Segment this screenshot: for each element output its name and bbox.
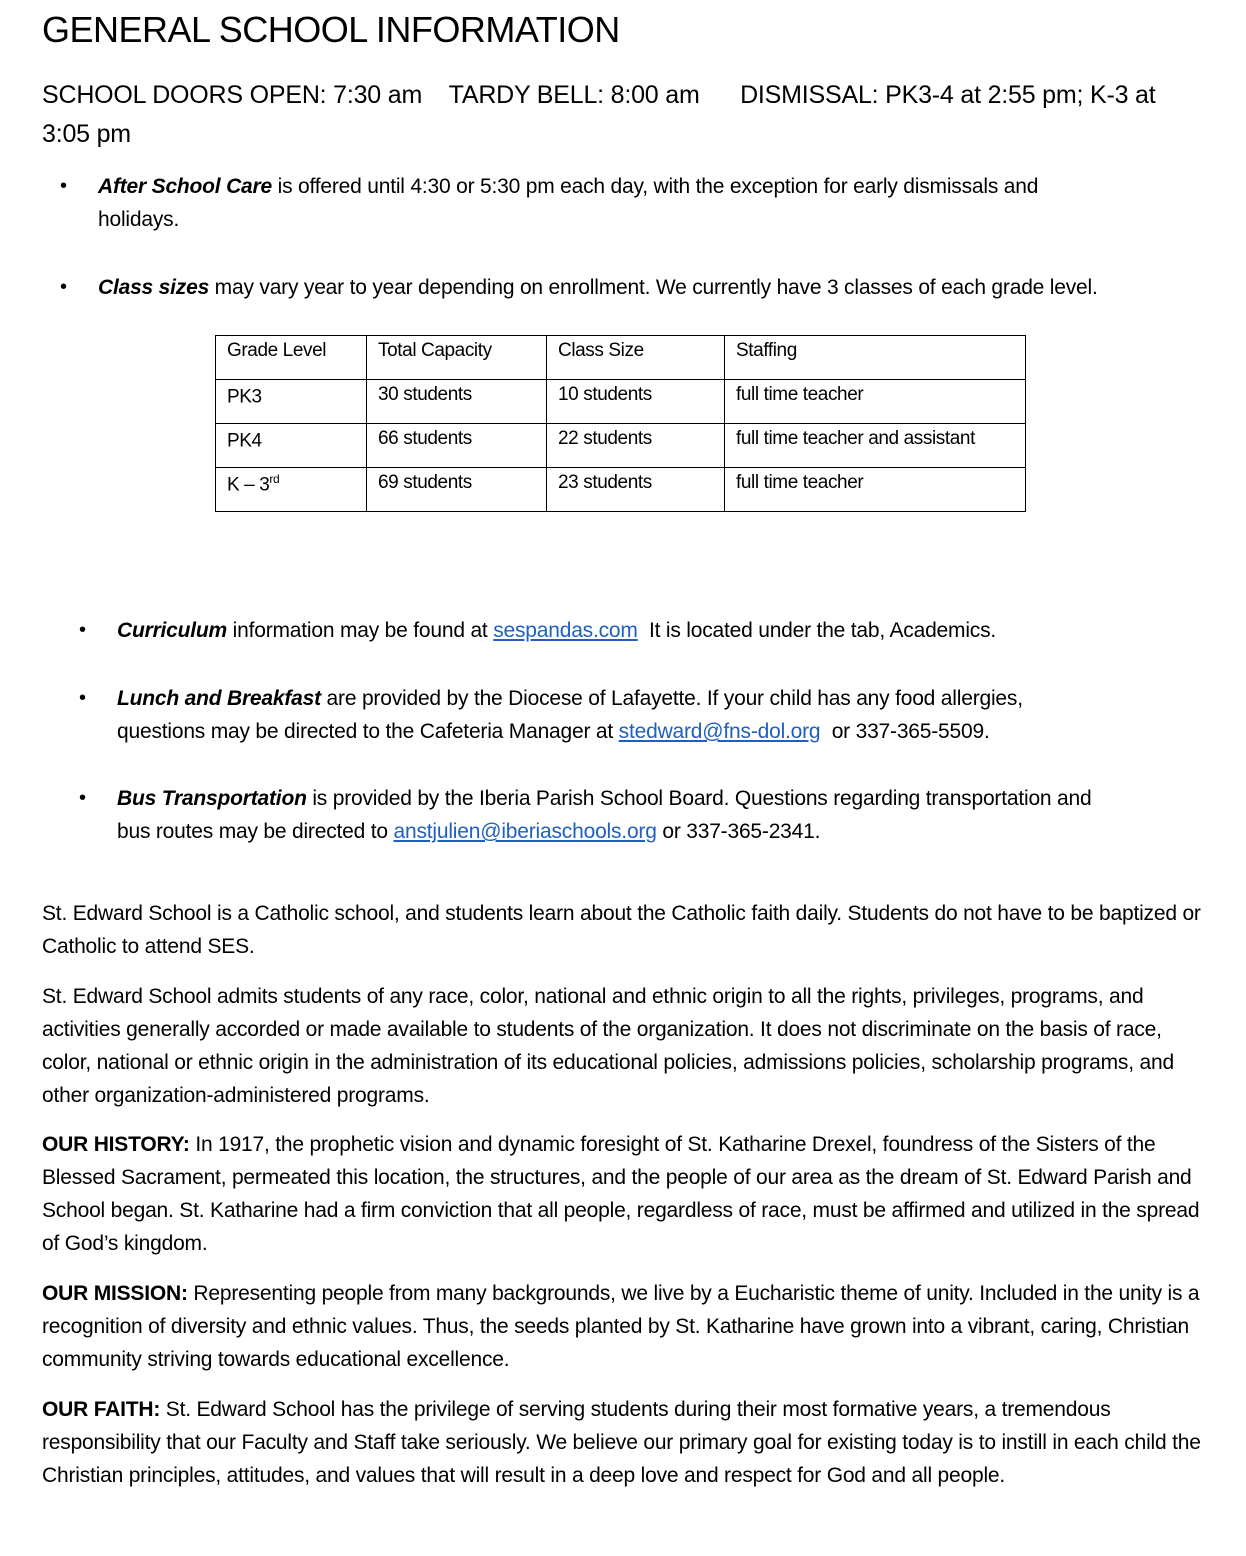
bullet-class-sizes: • Class sizes may vary year to year depending on enrollment. We currently have 3 classes of each grade level. bbox=[98, 271, 1218, 304]
bullet-after-school-care: • After School Care is offered until 4:30 or 5:30 pm each day, with the exception for early dismissals and holidays. bbox=[98, 170, 1208, 236]
table-row bbox=[216, 424, 1026, 468]
curriculum-website-link[interactable]: sespandas.com bbox=[493, 619, 638, 642]
table-header-cell: Total Capacity bbox=[367, 336, 547, 380]
grade-cell: PK3 bbox=[216, 380, 367, 424]
tardy-bell-time: TARDY BELL: 8:00 am bbox=[448, 81, 700, 109]
staffing-cell: full time teacher bbox=[725, 468, 1026, 512]
paragraph-our-faith: OUR FAITH: St. Edward School has the privilege of serving students during their most formative years, a tremendous responsibility that our Faculty and Staff take seriously. We believe our primary goal for existing today is to instill in each child the Christian principles, attitudes, and values that will result in a deep love and respect for God and all people. bbox=[42, 1398, 1201, 1487]
grade-cell: PK4 bbox=[216, 424, 367, 468]
bullet-icon: • bbox=[79, 619, 86, 641]
table-header-row bbox=[216, 336, 1026, 380]
class-size-cell: 10 students bbox=[547, 380, 725, 424]
paragraph-our-mission: OUR MISSION: Representing people from many backgrounds, we live by a Eucharistic theme of unity. Included in the unity is a recognition of diversity and ethnic values. Thus, the seeds planted by St. Katharine have grown into a vibrant, caring, Christian community striving towards educational excellence. bbox=[42, 1282, 1200, 1371]
bullet-icon: • bbox=[79, 687, 86, 709]
page-title: GENERAL SCHOOL INFORMATION bbox=[42, 9, 620, 50]
class-size-table bbox=[215, 335, 1026, 512]
paragraph-catholic-school: St. Edward School is a Catholic school, and students learn about the Catholic faith daily. Students do not have to be baptized or Catholic to attend SES. bbox=[42, 902, 1201, 958]
bullet-lead: Bus Transportation bbox=[117, 787, 307, 810]
school-hours bbox=[42, 76, 1212, 154]
table-header-cell: Staffing bbox=[725, 336, 1026, 380]
table-header-cell: Class Size bbox=[547, 336, 725, 380]
class-size-cell: 23 students bbox=[547, 468, 725, 512]
dismissal-time: DISMISSAL: PK3-4 at 2:55 pm; K-3 at bbox=[740, 81, 1156, 109]
class-size-cell: 22 students bbox=[547, 424, 725, 468]
bullet-bus-transportation: • Bus Transportation is provided by the Iberia Parish School Board. Questions regarding transportation and bus routes may be directed to anstjulien@iberiaschools.org or 337-365-2341. bbox=[117, 782, 1217, 848]
doors-open-time: SCHOOL DOORS OPEN: 7:30 am bbox=[42, 81, 423, 109]
cafeteria-email-link[interactable]: stedward@fns-dol.org bbox=[618, 720, 821, 743]
bullet-icon: • bbox=[79, 787, 86, 809]
bullet-lunch-breakfast: • Lunch and Breakfast are provided by the Diocese of Lafayette. If your child has any food allergies, questions may be directed to the Cafeteria Manager at stedward@fns-dol.org or 337-365-5509. bbox=[117, 682, 1217, 748]
paragraph-our-history: OUR HISTORY: In 1917, the prophetic vision and dynamic foresight of St. Katharine Drexel, foundress of the Sisters of the Blessed Sacrament, permeated this location, the structures, and the people of our area as the dream of St. Edward Parish and School began. St. Katharine had a firm conviction that all people, regardless of race, must be affirmed and utilized in the spread of God’s kingdom. bbox=[42, 1133, 1200, 1255]
transportation-email-link[interactable]: anstjulien@iberiaschools.org bbox=[393, 820, 657, 843]
section-label-mission: OUR MISSION: bbox=[42, 1282, 188, 1305]
table-row bbox=[216, 380, 1026, 424]
capacity-cell: 69 students bbox=[367, 468, 547, 512]
capacity-cell: 30 students bbox=[367, 380, 547, 424]
bullet-lead: Class sizes bbox=[98, 276, 210, 299]
bullet-lead: Curriculum bbox=[117, 619, 228, 642]
bullet-icon: • bbox=[60, 276, 67, 298]
capacity-cell: 66 students bbox=[367, 424, 547, 468]
bullet-icon: • bbox=[60, 175, 67, 197]
grade-cell: K – 3rd bbox=[216, 468, 367, 512]
section-label-history: OUR HISTORY: bbox=[42, 1133, 190, 1156]
staffing-cell: full time teacher and assistant bbox=[725, 424, 1026, 468]
section-label-faith: OUR FAITH: bbox=[42, 1398, 161, 1421]
table-header-cell: Grade Level bbox=[216, 336, 367, 380]
dismissal-time-cont: 3:05 pm bbox=[42, 120, 131, 148]
bullet-lead: After School Care bbox=[98, 175, 272, 198]
bullet-lead: Lunch and Breakfast bbox=[117, 687, 321, 710]
bullet-curriculum: • Curriculum information may be found at sespandas.com It is located under the tab, Academics. bbox=[117, 614, 1217, 647]
paragraph-nondiscrimination: St. Edward School admits students of any race, color, national and ethnic origin to all the rights, privileges, programs, and activities generally accorded or made available to students of the organization. It does not discriminate on the basis of race, color, national or ethnic origin in the administration of its educational policies, admissions policies, scholarship programs, and other organization-administered programs. bbox=[42, 985, 1174, 1107]
table-row bbox=[216, 468, 1026, 512]
staffing-cell: full time teacher bbox=[725, 380, 1026, 424]
